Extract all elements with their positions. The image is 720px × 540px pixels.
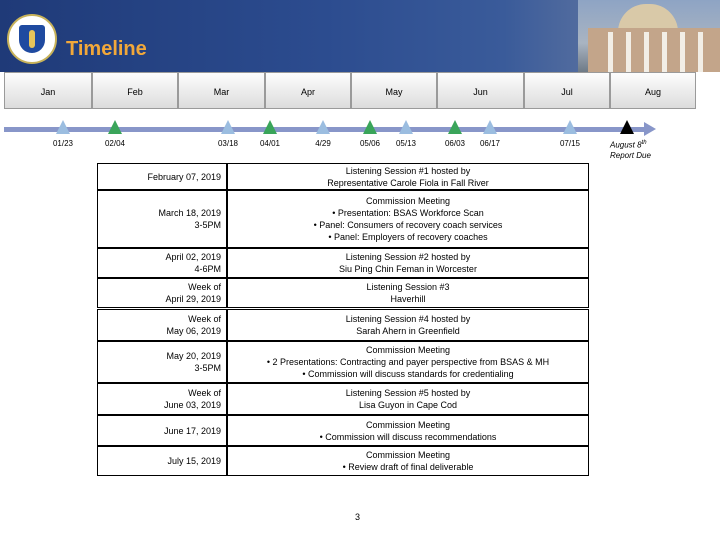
bullet-item: • 2 Presentations: Contracting and payer perspective from BSAS & MH (228, 356, 588, 368)
month-mar: Mar (178, 72, 265, 109)
milestone-marker (263, 120, 277, 134)
month-jan: Jan (4, 72, 92, 109)
schedule-date-cell (97, 309, 227, 341)
state-house-image (578, 0, 720, 72)
schedule-description-cell (227, 190, 589, 248)
description-line: Representative Carole Fiola in Fall River (327, 177, 489, 188)
timeline-arrowhead (644, 122, 656, 136)
report-due-note: August 8th Report Due (610, 140, 651, 160)
description-line: Commission Meeting (365, 419, 451, 430)
description-line: Listening Session #1 hosted by (345, 165, 471, 176)
schedule-description-cell (227, 383, 589, 415)
milestone-marker (363, 120, 377, 134)
description-line: Listening Session #3 (366, 282, 450, 292)
milestone-date-label: 06/17 (479, 139, 501, 148)
page-number: 3 (355, 512, 361, 522)
page-title: Timeline (66, 38, 147, 60)
month-aug: Aug (610, 72, 696, 109)
milestone-marker (108, 120, 122, 134)
milestone-date-label: 05/06 (359, 139, 381, 148)
schedule-date-cell (97, 341, 227, 383)
month-jun: Jun (437, 72, 524, 109)
date-line: Week of (188, 282, 221, 292)
date-line: Week of (188, 314, 221, 324)
date-line: April 29, 2019 (165, 294, 221, 304)
date-line: March 18, 2019 (158, 208, 221, 218)
date-line: July 15, 2019 (167, 456, 221, 466)
milestone-marker (563, 120, 577, 134)
bullet-item: • Commission will discuss recommendations (228, 431, 588, 443)
milestone-marker (56, 120, 70, 134)
milestone-date-label: 01/23 (52, 139, 74, 148)
milestone-marker (399, 120, 413, 134)
bullet-item: • Review draft of final deliverable (228, 461, 588, 473)
date-line: 3-5PM (194, 220, 221, 230)
schedule-date-cell (97, 248, 227, 278)
description-line: Listening Session #4 hosted by (345, 314, 471, 324)
description-line: Commission Meeting (365, 345, 451, 355)
bullet-item: • Commission will discuss standards for credentialing (228, 368, 588, 380)
schedule-date-cell (97, 383, 227, 415)
date-line: 3-5PM (194, 363, 221, 373)
milestone-marker (316, 120, 330, 134)
schedule-date-cell (97, 163, 227, 190)
schedule-date-cell (97, 446, 227, 476)
description-line: Lisa Guyon in Cape Cod (358, 400, 458, 410)
date-line: February 07, 2019 (147, 171, 221, 182)
month-may: May (351, 72, 437, 109)
bullet-item: • Panel: Consumers of recovery coach services (228, 219, 588, 231)
date-line: June 17, 2019 (163, 425, 221, 436)
schedule-date-cell (97, 415, 227, 446)
milestone-date-label: 4/29 (315, 139, 331, 148)
milestone-date-label: 05/13 (395, 139, 417, 148)
state-seal-logo (7, 14, 57, 64)
description-line: Siu Ping Chin Feman in Worcester (339, 264, 477, 274)
date-line: 4-6PM (194, 264, 221, 274)
date-line: June 03, 2019 (163, 400, 221, 410)
month-jul: Jul (524, 72, 610, 109)
schedule-description-cell (227, 341, 589, 383)
month-feb: Feb (92, 72, 178, 109)
description-line: Listening Session #2 hosted by (345, 252, 471, 262)
milestone-date-label: 03/18 (217, 139, 239, 148)
date-line: May 06, 2019 (166, 326, 221, 336)
description-line: Sarah Ahern in Greenfield (356, 326, 460, 336)
description-line: Commission Meeting (365, 196, 451, 206)
schedule-description-cell (227, 415, 589, 446)
milestone-marker (221, 120, 235, 134)
milestone-marker (620, 120, 634, 134)
description-line: Haverhill (390, 294, 426, 304)
date-line: April 02, 2019 (165, 252, 221, 262)
month-bar (0, 72, 720, 110)
milestone-marker (448, 120, 462, 134)
schedule-description-cell (227, 163, 589, 190)
schedule-date-cell (97, 190, 227, 248)
header-banner (0, 0, 720, 72)
date-line: Week of (188, 388, 221, 398)
schedule-description-cell (227, 278, 589, 308)
milestone-date-label: 02/04 (104, 139, 126, 148)
milestone-date-label: 06/03 (444, 139, 466, 148)
milestone-marker (483, 120, 497, 134)
description-line: Commission Meeting (365, 450, 451, 460)
schedule-description-cell (227, 309, 589, 341)
bullet-item: • Presentation: BSAS Workforce Scan (228, 207, 588, 219)
schedule-date-cell (97, 278, 227, 308)
description-line: Listening Session #5 hosted by (345, 388, 471, 398)
month-apr: Apr (265, 72, 351, 109)
milestone-date-label: 07/15 (559, 139, 581, 148)
milestone-date-label: 04/01 (259, 139, 281, 148)
schedule-description-cell (227, 248, 589, 278)
bullet-item: • Panel: Employers of recovery coaches (228, 231, 588, 243)
schedule-description-cell (227, 446, 589, 476)
date-line: May 20, 2019 (166, 351, 221, 361)
